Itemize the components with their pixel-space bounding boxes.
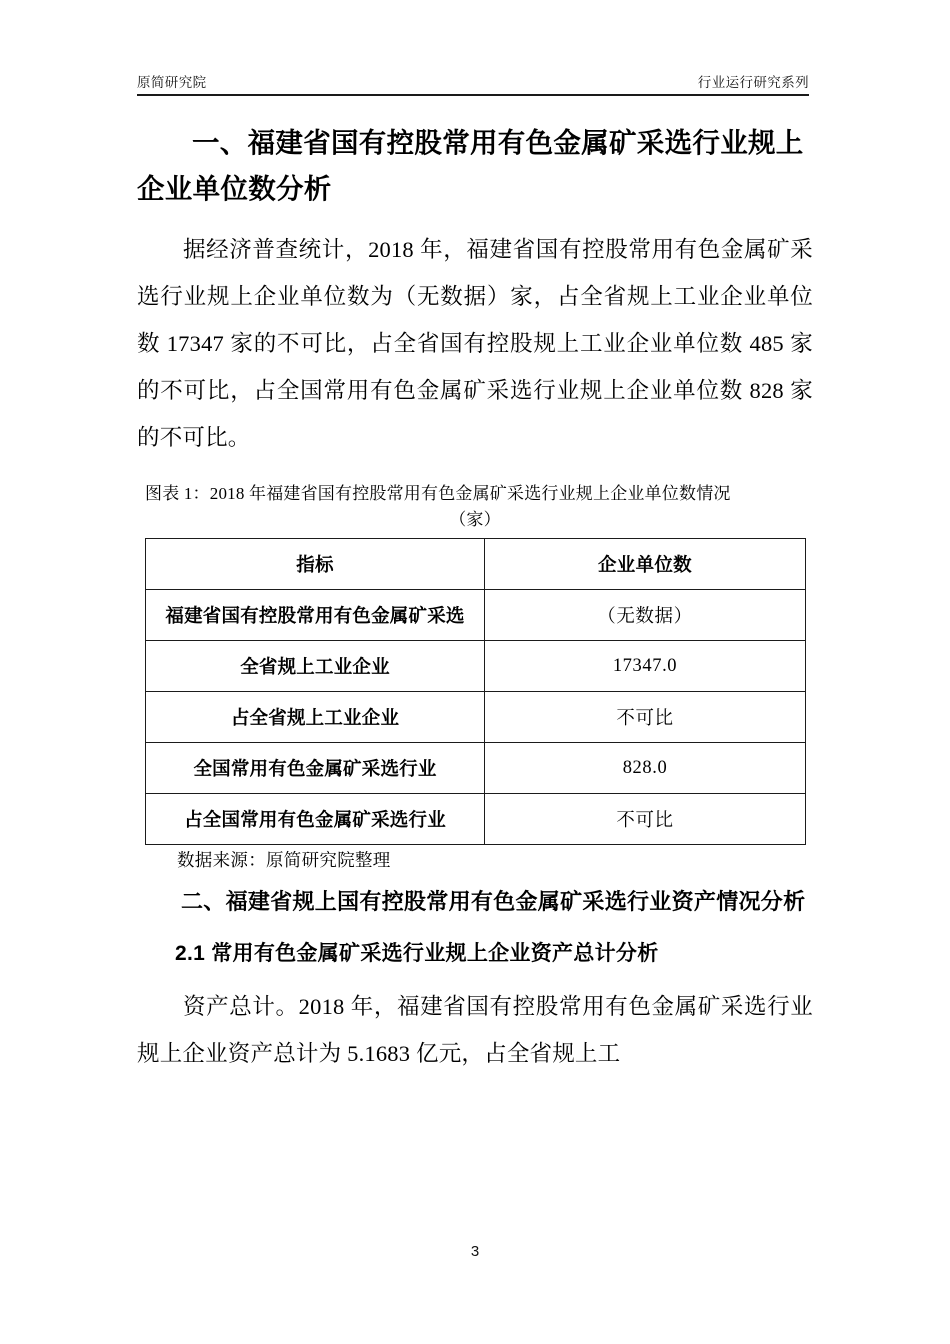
figure-caption-line-1: 图表 1：2018 年福建省国有控股常用有色金属矿采选行业规上企业单位数情况: [145, 484, 731, 503]
data-source-note: 数据来源：原简研究院整理: [177, 850, 391, 870]
column-header-indicator: 指标: [146, 539, 485, 590]
row-value: （无数据）: [485, 590, 806, 641]
row-label: 福建省国有控股常用有色金属矿采选: [146, 590, 485, 641]
table-row: [146, 692, 806, 743]
figure-caption-line-2: （家）: [449, 510, 501, 529]
row-value: 17347.0: [485, 641, 806, 692]
page-number: 3: [470, 1243, 480, 1260]
row-label: 占全国常用有色金属矿采选行业: [146, 794, 485, 845]
table-row: [146, 590, 806, 641]
row-value: 不可比: [485, 794, 806, 845]
section-2-1-paragraph: 资产总计。2018 年，福建省国有控股常用有色金属矿采选行业规上企业资产总计为 5.1683 亿元，占全省规上工: [137, 994, 813, 1066]
row-label: 全省规上工业企业: [146, 641, 485, 692]
section-heading-2-1: 2.1 常用有色金属矿采选行业规上企业资产总计分析: [175, 942, 659, 965]
header-organization-label: 原简研究院: [137, 75, 207, 91]
row-value: 不可比: [485, 692, 806, 743]
figure-caption: [137, 481, 813, 533]
header-series-label: 行业运行研究系列: [697, 75, 809, 91]
section-heading-2: 二、福建省规上国有控股常用有色金属矿采选行业资产情况分析: [181, 889, 806, 914]
document-content: [137, 120, 813, 1077]
row-value: 828.0: [485, 743, 806, 794]
table-row: [146, 794, 806, 845]
row-label: 占全省规上工业企业: [146, 692, 485, 743]
enterprise-unit-count-table: [145, 538, 806, 845]
figure-table-container: [137, 538, 813, 845]
column-header-enterprise-count: 企业单位数: [485, 539, 806, 590]
page-header: [137, 62, 809, 96]
table-row: [146, 641, 806, 692]
table-header-row: [146, 539, 806, 590]
table-row: [146, 743, 806, 794]
row-label: 全国常用有色金属矿采选行业: [146, 743, 485, 794]
section-1-paragraph: 据经济普查统计，2018 年，福建省国有控股常用有色金属矿采选行业规上企业单位数为（无数据）家，占全省规上工业企业单位数 17347 家的不可比，占全省国有控股规上工业企业单位数 485 家的不可比，占全国常用有色金属矿采选行业规上企业单位数 828 家的不可比。: [137, 237, 813, 450]
section-heading-1: 一、福建省国有控股常用有色金属矿采选行业规上企业单位数分析: [137, 127, 804, 204]
